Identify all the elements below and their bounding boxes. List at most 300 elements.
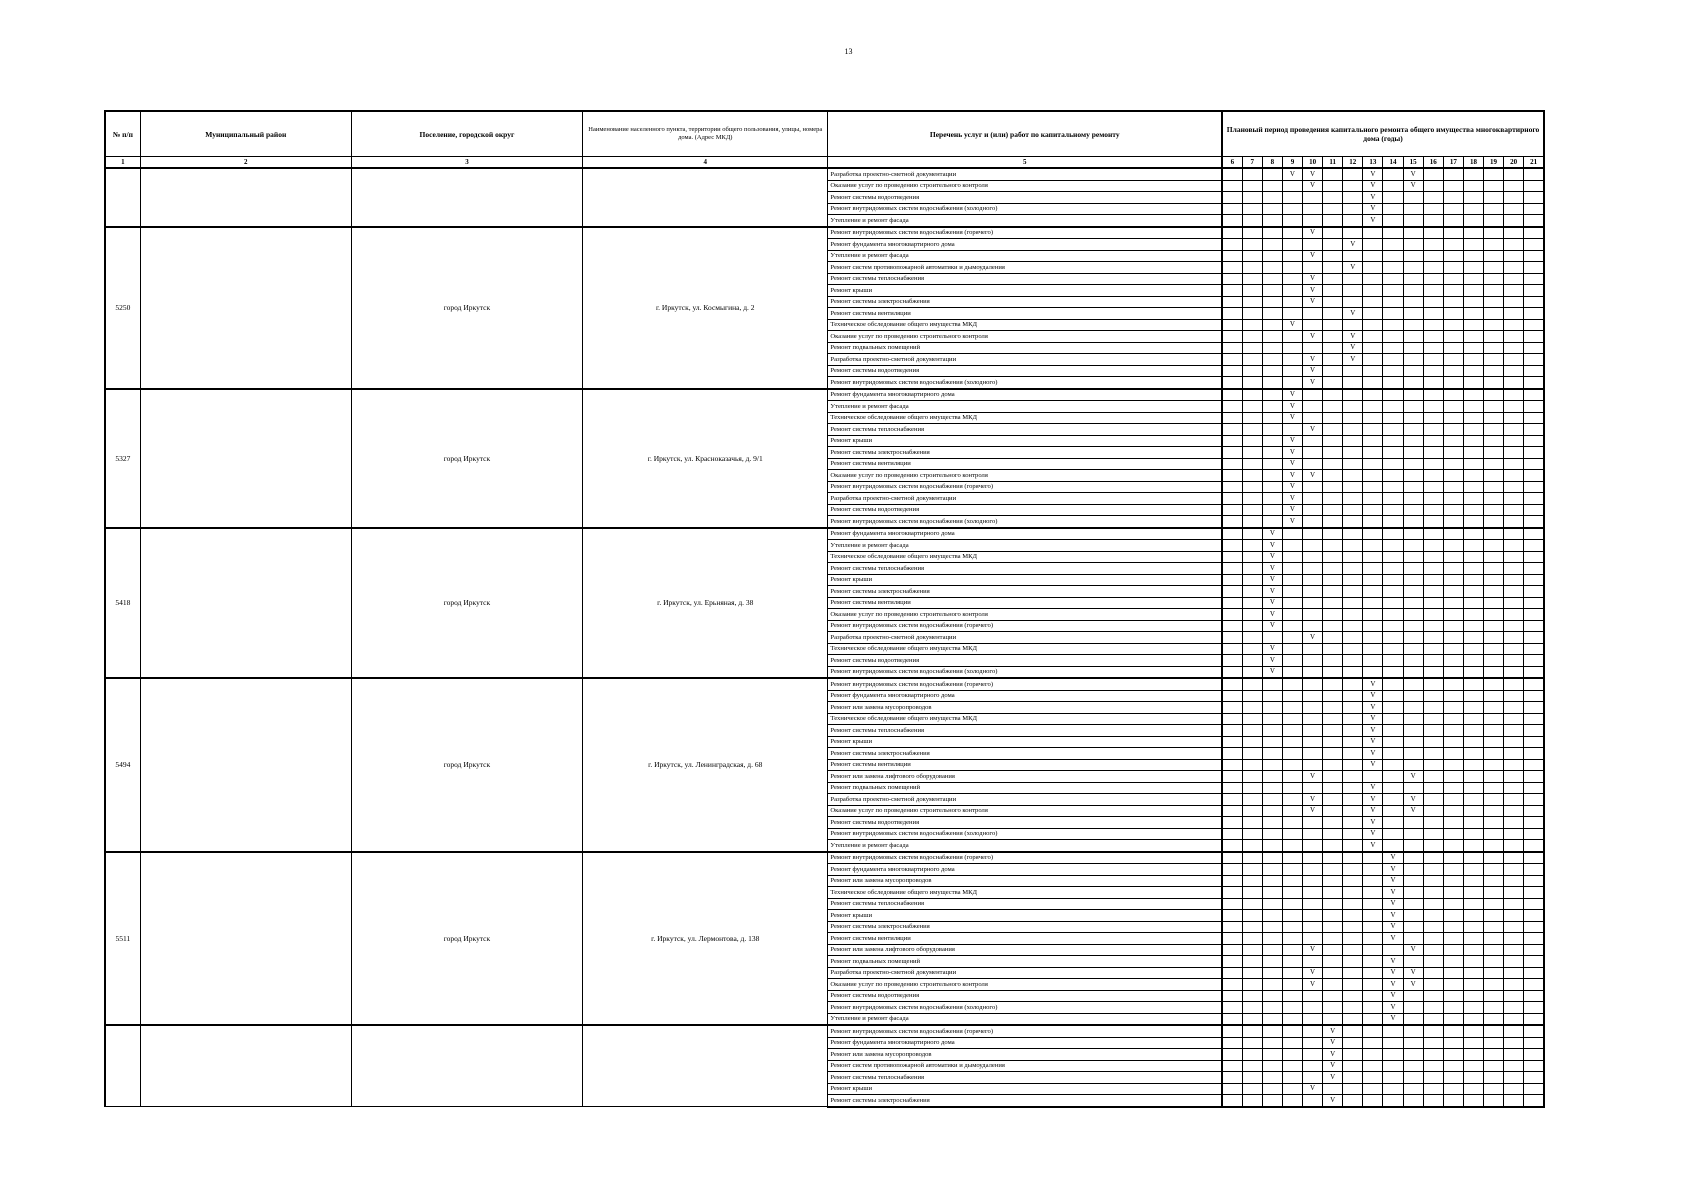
year-7-cell — [1242, 563, 1262, 575]
year-18-cell — [1463, 215, 1483, 227]
year-16-cell — [1423, 597, 1443, 609]
year-20-cell — [1504, 551, 1524, 563]
year-21-cell — [1524, 1002, 1544, 1014]
year-10-cell: V — [1303, 771, 1323, 783]
table-row — [105, 852, 1544, 864]
year-15-cell — [1403, 690, 1423, 702]
year-17-cell — [1443, 759, 1463, 771]
year-20-cell — [1504, 632, 1524, 644]
year-9-cell: V — [1282, 401, 1302, 413]
year-18-cell — [1463, 921, 1483, 933]
year-12-cell — [1343, 203, 1363, 215]
year-9-cell — [1282, 308, 1302, 320]
year-15-cell — [1403, 1060, 1423, 1072]
year-16-cell — [1423, 227, 1443, 239]
year-10-cell — [1303, 748, 1323, 760]
year-14-cell — [1383, 504, 1403, 516]
year-15-cell — [1403, 586, 1423, 598]
year-10-cell: V — [1303, 180, 1323, 192]
year-16-cell — [1423, 377, 1443, 389]
year-13-cell — [1363, 1095, 1383, 1107]
year-16-cell — [1423, 1049, 1443, 1061]
year-7-cell — [1242, 516, 1262, 528]
year-21-cell — [1524, 389, 1544, 401]
year-13-cell — [1363, 655, 1383, 667]
year-8-cell — [1262, 990, 1282, 1002]
year-11-cell — [1323, 342, 1343, 354]
year-17-cell — [1443, 470, 1463, 482]
year-12-cell — [1343, 967, 1363, 979]
work-item: Ремонт системы электроснабжения — [828, 586, 1222, 598]
year-21-cell — [1524, 458, 1544, 470]
year-19-cell — [1484, 308, 1504, 320]
year-17-cell — [1443, 1083, 1463, 1095]
year-11-cell — [1323, 215, 1343, 227]
column-number: 1 — [105, 157, 140, 169]
year-7-cell — [1242, 597, 1262, 609]
year-16-cell — [1423, 203, 1443, 215]
year-21-cell — [1524, 574, 1544, 586]
year-21-cell — [1524, 481, 1544, 493]
year-17-cell — [1443, 447, 1463, 459]
year-19-cell — [1484, 678, 1504, 690]
year-9-cell — [1282, 377, 1302, 389]
column-number: 20 — [1504, 157, 1524, 169]
year-11-cell — [1323, 551, 1343, 563]
year-16-cell — [1423, 1013, 1443, 1025]
work-item: Ремонт или замена лифтового оборудования — [828, 771, 1222, 783]
work-item: Ремонт системы теплоснабжения — [828, 898, 1222, 910]
year-7-cell — [1242, 887, 1262, 899]
year-19-cell — [1484, 956, 1504, 968]
year-8-cell — [1262, 805, 1282, 817]
year-17-cell — [1443, 748, 1463, 760]
year-19-cell — [1484, 331, 1504, 343]
year-18-cell — [1463, 655, 1483, 667]
year-10-cell: V — [1303, 354, 1323, 366]
year-10-cell — [1303, 239, 1323, 251]
year-11-cell — [1323, 203, 1343, 215]
year-15-cell — [1403, 574, 1423, 586]
year-7-cell — [1242, 424, 1262, 436]
year-8-cell — [1262, 319, 1282, 331]
year-12-cell — [1343, 435, 1363, 447]
year-14-cell: V — [1383, 990, 1403, 1002]
year-12-cell: V — [1343, 239, 1363, 251]
year-9-cell — [1282, 771, 1302, 783]
year-9-cell — [1282, 620, 1302, 632]
year-12-cell — [1343, 736, 1363, 748]
year-16-cell — [1423, 574, 1443, 586]
year-18-cell — [1463, 354, 1483, 366]
year-20-cell — [1504, 1025, 1524, 1037]
year-13-cell — [1363, 771, 1383, 783]
year-15-cell — [1403, 725, 1423, 737]
column-number: 19 — [1484, 157, 1504, 169]
year-13-cell — [1363, 377, 1383, 389]
year-11-cell — [1323, 887, 1343, 899]
year-15-cell — [1403, 655, 1423, 667]
year-7-cell — [1242, 1083, 1262, 1095]
year-13-cell — [1363, 574, 1383, 586]
year-21-cell — [1524, 1095, 1544, 1107]
year-14-cell — [1383, 759, 1403, 771]
year-16-cell — [1423, 1002, 1443, 1014]
year-11-cell — [1323, 354, 1343, 366]
year-6-cell — [1222, 239, 1242, 251]
year-14-cell — [1383, 828, 1403, 840]
year-13-cell — [1363, 1083, 1383, 1095]
year-6-cell — [1222, 504, 1242, 516]
year-21-cell — [1524, 551, 1544, 563]
year-19-cell — [1484, 586, 1504, 598]
year-12-cell: V — [1343, 262, 1363, 274]
year-8-cell — [1262, 875, 1282, 887]
year-15-cell — [1403, 250, 1423, 262]
table-row — [105, 528, 1544, 540]
year-19-cell — [1484, 817, 1504, 829]
year-11-cell — [1323, 921, 1343, 933]
year-11-cell — [1323, 840, 1343, 852]
year-12-cell — [1343, 574, 1363, 586]
year-7-cell — [1242, 481, 1262, 493]
year-21-cell — [1524, 690, 1544, 702]
year-21-cell — [1524, 852, 1544, 864]
year-13-cell — [1363, 563, 1383, 575]
year-12-cell — [1343, 643, 1363, 655]
year-16-cell — [1423, 805, 1443, 817]
year-8-cell — [1262, 840, 1282, 852]
year-7-cell — [1242, 805, 1262, 817]
year-20-cell — [1504, 990, 1524, 1002]
year-11-cell — [1323, 365, 1343, 377]
year-8-cell: V — [1262, 528, 1282, 540]
year-18-cell — [1463, 470, 1483, 482]
year-8-cell: V — [1262, 586, 1282, 598]
year-15-cell — [1403, 470, 1423, 482]
year-13-cell — [1363, 516, 1383, 528]
year-17-cell — [1443, 666, 1463, 678]
year-13-cell: V — [1363, 817, 1383, 829]
year-9-cell — [1282, 725, 1302, 737]
year-11-cell — [1323, 540, 1343, 552]
year-20-cell — [1504, 192, 1524, 204]
year-20-cell — [1504, 933, 1524, 945]
work-item: Ремонт систем противопожарной автоматики и дымоудаления — [828, 262, 1222, 274]
year-21-cell — [1524, 840, 1544, 852]
year-20-cell — [1504, 1049, 1524, 1061]
year-14-cell: V — [1383, 921, 1403, 933]
year-17-cell — [1443, 389, 1463, 401]
year-17-cell — [1443, 377, 1463, 389]
year-21-cell — [1524, 979, 1544, 991]
year-8-cell: V — [1262, 643, 1282, 655]
year-19-cell — [1484, 262, 1504, 274]
year-21-cell — [1524, 933, 1544, 945]
year-16-cell — [1423, 655, 1443, 667]
year-7-cell — [1242, 609, 1262, 621]
year-21-cell — [1524, 702, 1544, 714]
year-19-cell — [1484, 944, 1504, 956]
year-10-cell — [1303, 540, 1323, 552]
year-6-cell — [1222, 389, 1242, 401]
year-20-cell — [1504, 817, 1524, 829]
year-14-cell — [1383, 412, 1403, 424]
year-7-cell — [1242, 702, 1262, 714]
year-17-cell — [1443, 424, 1463, 436]
year-18-cell — [1463, 967, 1483, 979]
year-8-cell — [1262, 933, 1282, 945]
year-12-cell — [1343, 365, 1363, 377]
year-17-cell — [1443, 690, 1463, 702]
year-15-cell — [1403, 435, 1423, 447]
year-17-cell — [1443, 215, 1463, 227]
year-6-cell — [1222, 516, 1242, 528]
year-15-cell — [1403, 481, 1423, 493]
year-11-cell — [1323, 944, 1343, 956]
year-17-cell — [1443, 203, 1463, 215]
year-19-cell — [1484, 910, 1504, 922]
year-15-cell — [1403, 319, 1423, 331]
year-13-cell: V — [1363, 192, 1383, 204]
year-13-cell — [1363, 864, 1383, 876]
year-21-cell — [1524, 354, 1544, 366]
year-20-cell — [1504, 643, 1524, 655]
year-16-cell — [1423, 1037, 1443, 1049]
year-7-cell — [1242, 817, 1262, 829]
year-11-cell — [1323, 805, 1343, 817]
year-7-cell — [1242, 864, 1262, 876]
year-18-cell — [1463, 944, 1483, 956]
year-20-cell — [1504, 168, 1524, 180]
column-number: 5 — [828, 157, 1222, 169]
year-19-cell — [1484, 516, 1504, 528]
year-12-cell — [1343, 713, 1363, 725]
year-11-cell — [1323, 748, 1343, 760]
year-7-cell — [1242, 504, 1262, 516]
year-15-cell — [1403, 447, 1423, 459]
year-12-cell — [1343, 794, 1363, 806]
year-19-cell — [1484, 192, 1504, 204]
year-10-cell: V — [1303, 794, 1323, 806]
year-19-cell — [1484, 1025, 1504, 1037]
year-13-cell — [1363, 990, 1383, 1002]
work-item: Ремонт фундамента многоквартирного дома — [828, 239, 1222, 251]
year-18-cell — [1463, 828, 1483, 840]
page-number: 13 — [844, 47, 853, 56]
work-item: Оказание услуг по проведению строительного контроля — [828, 331, 1222, 343]
year-19-cell — [1484, 979, 1504, 991]
year-13-cell — [1363, 1013, 1383, 1025]
year-10-cell — [1303, 725, 1323, 737]
work-item: Техническое обследование общего имущества МКД — [828, 887, 1222, 899]
settlement-cell: город Иркутск — [351, 528, 582, 679]
year-11-cell — [1323, 401, 1343, 413]
year-9-cell — [1282, 342, 1302, 354]
year-14-cell — [1383, 342, 1403, 354]
year-19-cell — [1484, 643, 1504, 655]
header-number: № п/п — [105, 111, 140, 157]
year-12-cell — [1343, 852, 1363, 864]
year-7-cell — [1242, 1002, 1262, 1014]
work-item: Ремонт подвальных помещений — [828, 342, 1222, 354]
year-21-cell — [1524, 180, 1544, 192]
year-17-cell — [1443, 412, 1463, 424]
year-15-cell — [1403, 401, 1423, 413]
year-18-cell — [1463, 725, 1483, 737]
year-9-cell — [1282, 296, 1302, 308]
year-8-cell — [1262, 713, 1282, 725]
year-8-cell — [1262, 192, 1282, 204]
year-11-cell: V — [1323, 1025, 1343, 1037]
year-20-cell — [1504, 377, 1524, 389]
year-21-cell — [1524, 319, 1544, 331]
year-9-cell — [1282, 1072, 1302, 1084]
year-9-cell — [1282, 875, 1302, 887]
year-9-cell — [1282, 551, 1302, 563]
year-21-cell — [1524, 308, 1544, 320]
year-9-cell — [1282, 956, 1302, 968]
address-cell: г. Иркутск, ул. Лермонтова, д. 138 — [583, 852, 828, 1026]
year-19-cell — [1484, 424, 1504, 436]
year-9-cell: V — [1282, 458, 1302, 470]
year-10-cell — [1303, 435, 1323, 447]
year-20-cell — [1504, 447, 1524, 459]
year-18-cell — [1463, 424, 1483, 436]
year-13-cell: V — [1363, 748, 1383, 760]
year-10-cell — [1303, 864, 1323, 876]
year-8-cell — [1262, 759, 1282, 771]
year-21-cell — [1524, 1037, 1544, 1049]
year-15-cell — [1403, 239, 1423, 251]
year-6-cell — [1222, 481, 1242, 493]
year-7-cell — [1242, 435, 1262, 447]
year-11-cell — [1323, 250, 1343, 262]
year-16-cell — [1423, 250, 1443, 262]
year-11-cell — [1323, 875, 1343, 887]
year-19-cell — [1484, 574, 1504, 586]
year-20-cell — [1504, 1002, 1524, 1014]
year-10-cell — [1303, 666, 1323, 678]
year-6-cell — [1222, 690, 1242, 702]
year-13-cell — [1363, 273, 1383, 285]
year-17-cell — [1443, 921, 1463, 933]
year-11-cell — [1323, 898, 1343, 910]
year-11-cell — [1323, 1013, 1343, 1025]
year-12-cell — [1343, 1037, 1363, 1049]
year-17-cell — [1443, 828, 1463, 840]
year-17-cell — [1443, 609, 1463, 621]
year-10-cell — [1303, 643, 1323, 655]
year-11-cell — [1323, 389, 1343, 401]
year-10-cell: V — [1303, 632, 1323, 644]
year-12-cell — [1343, 840, 1363, 852]
year-18-cell — [1463, 168, 1483, 180]
year-10-cell: V — [1303, 250, 1323, 262]
year-8-cell: V — [1262, 574, 1282, 586]
year-16-cell — [1423, 620, 1443, 632]
work-item: Ремонт системы водоотведения — [828, 365, 1222, 377]
year-11-cell — [1323, 678, 1343, 690]
year-12-cell — [1343, 979, 1363, 991]
year-17-cell — [1443, 365, 1463, 377]
work-item: Ремонт крыши — [828, 435, 1222, 447]
year-7-cell — [1242, 967, 1262, 979]
object-number-cell — [105, 168, 140, 227]
year-9-cell: V — [1282, 470, 1302, 482]
year-10-cell: V — [1303, 365, 1323, 377]
year-7-cell — [1242, 342, 1262, 354]
year-21-cell — [1524, 401, 1544, 413]
year-20-cell — [1504, 342, 1524, 354]
year-7-cell — [1242, 713, 1262, 725]
year-18-cell — [1463, 748, 1483, 760]
year-7-cell — [1242, 1049, 1262, 1061]
year-6-cell — [1222, 759, 1242, 771]
year-19-cell — [1484, 504, 1504, 516]
year-14-cell — [1383, 377, 1403, 389]
year-16-cell — [1423, 875, 1443, 887]
year-14-cell — [1383, 666, 1403, 678]
year-21-cell — [1524, 273, 1544, 285]
year-7-cell — [1242, 1037, 1262, 1049]
year-15-cell: V — [1403, 944, 1423, 956]
year-11-cell — [1323, 967, 1343, 979]
year-16-cell — [1423, 192, 1443, 204]
year-15-cell — [1403, 1025, 1423, 1037]
year-16-cell — [1423, 516, 1443, 528]
year-18-cell — [1463, 702, 1483, 714]
year-14-cell — [1383, 563, 1403, 575]
year-11-cell — [1323, 168, 1343, 180]
year-17-cell — [1443, 655, 1463, 667]
year-7-cell — [1242, 771, 1262, 783]
year-8-cell — [1262, 331, 1282, 343]
year-7-cell — [1242, 470, 1262, 482]
year-7-cell — [1242, 493, 1262, 505]
year-19-cell — [1484, 864, 1504, 876]
year-15-cell — [1403, 852, 1423, 864]
year-13-cell — [1363, 1060, 1383, 1072]
work-item: Утепление и ремонт фасада — [828, 250, 1222, 262]
year-19-cell — [1484, 1049, 1504, 1061]
year-15-cell — [1403, 597, 1423, 609]
year-12-cell — [1343, 551, 1363, 563]
year-13-cell — [1363, 1025, 1383, 1037]
year-7-cell — [1242, 979, 1262, 991]
year-6-cell — [1222, 713, 1242, 725]
year-10-cell — [1303, 504, 1323, 516]
year-11-cell: V — [1323, 1049, 1343, 1061]
year-15-cell — [1403, 551, 1423, 563]
year-20-cell — [1504, 702, 1524, 714]
year-11-cell — [1323, 227, 1343, 239]
column-number: 2 — [140, 157, 351, 169]
year-20-cell — [1504, 424, 1524, 436]
year-6-cell — [1222, 250, 1242, 262]
work-item: Ремонт системы водоотведения — [828, 817, 1222, 829]
work-item: Ремонт внутридомовых систем водоснабжения (горячего) — [828, 1025, 1222, 1037]
year-14-cell — [1383, 702, 1403, 714]
year-15-cell — [1403, 458, 1423, 470]
year-8-cell — [1262, 1013, 1282, 1025]
year-19-cell — [1484, 597, 1504, 609]
year-21-cell — [1524, 540, 1544, 552]
year-6-cell — [1222, 1095, 1242, 1107]
year-15-cell — [1403, 493, 1423, 505]
year-14-cell — [1383, 481, 1403, 493]
year-11-cell — [1323, 273, 1343, 285]
